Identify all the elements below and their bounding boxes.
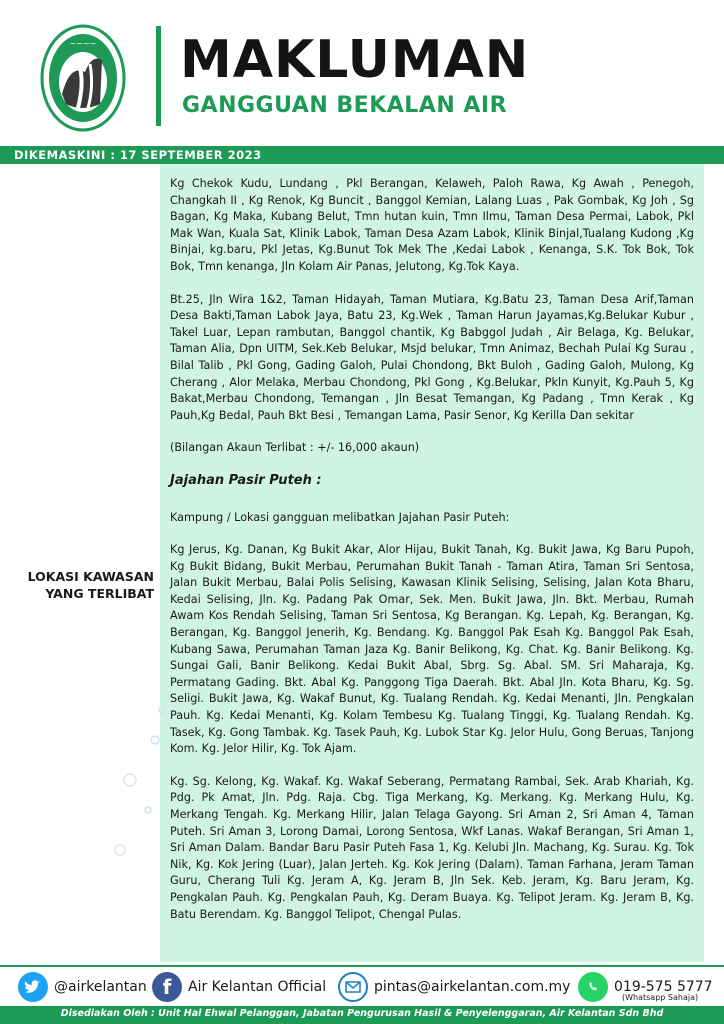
affected-area-label — [14, 568, 154, 602]
facebook-contact[interactable] — [152, 970, 326, 1004]
affected-area-label-line1: LOKASI KAWASAN — [27, 569, 154, 584]
email-contact[interactable] — [338, 970, 570, 1004]
area-list-paragraph-2: Bt.25, Jln Wira 1&2, Taman Hidayah, Taman Mutiara, Kg.Batu 23, Taman Desa Arif,Taman Desa Bakti,Taman Labok Jaya, Batu 23, Kg.Wek , Taman Harun Jayamas,Kg.Belukar Kubur , Takel Luar, Lepan rambutan, Banggol chantik, Kg Babggol Judah , Air Belaga, Kg. Belukar, Taman Alia, Dpn UITM, Sek.Keb Belukar, Msjd belukar, Tmn Animaz, Bechah Pulai Kg Surau , Bilal Talib , Pkl Gong, Gading Galoh, Pulai Chondong, Bkt Buloh , Gading Galoh, Mulong, Kg Cherang , Alor Melaka, Merbau Chondong, Pkl Gong , Kg.Belukar, Pkln Kunyit, Kg.Pauh 5, Kg Bakat,Merbau Chondong, Temangan , Jln Besat Temangan, Kg Padang , Tmn Kerak , Kg Pauh,Kg Bedal, Pauh Bkt Besi , Temangan Lama, Pasir Senor, Kg Kerilla Dan sekitar — [170, 292, 694, 422]
district-heading: Jajahan Pasir Puteh : — [170, 472, 322, 488]
area-list-paragraph-1: Kg Chekok Kudu, Lundang , Pkl Berangan, Kelaweh, Paloh Rawa, Kg Awah , Penegoh, Changkah II , Kg Renok, Kg Buncit , Banggol Kemian, Lalang Luas , Pak Gombak, Kg Joh , Sg Bagan, Kg Maka, Kubang Belut, Tmn hutan kuin, Tmn Ilmu, Taman Desa Permai, Labok, Pkl Mak Wan, Kuala Sat, Klinik Labok, Taman Desa Azam Labok, Klinik Binjal,Tualang Kudong ,Kg Binjai, kg.baru, Pkl Jetas, Kg.Bunut Tok Mek The ,Kedai Labok , Kenanga, S.K. Tok Bok, Tok Bok, Tmn kenanga, Jln Kolam Air Panas, Jelutong, Kg.Tok Kaya. — [170, 177, 694, 273]
area-list-paragraph-3: Kg Jerus, Kg. Danan, Kg Bukit Akar, Alor Hijau, Bukit Tanah, Kg. Bukit Jawa, Kg Baru Pupoh, Kg Bukit Bidang, Bukit Merbau, Perumahan Bukit Tanah - Taman Atira, Taman Sri Sentosa, Jalan Bukit Merbau, Balai Polis Selising, Kawasan Klinik Selising, Selising, Jalan Kota Bharu, Kedai Selising, Jln. Kg. Padang Pak Omar, Sek. Men. Bukit Jawa, Jln. Bkt. Merbau, Rumah Awam Kos Rendah Selising, Taman Sri Sentosa, Kg Berangan. Kg. Lepah, Kg. Berangan, Kg. Berangan, Kg. Banggol Jenerih, Kg. Bendang. Kg. Banggol Pak Esah Kg. Banggol Pak Esah, Kubang Sawa, Perumahan Taman Jaza Kg. Banir Belikong, Kg. Chat. Kg. Banir Belikong. Kg. Sungai Gali, Banir Belikong. Kedai Bukit Abal, Sbrg. Sg. Abal. SM. Sri Maharaja, Kg. Permatang Gading. Bkt. Abal Kg. Panggong Tiga Daerah. Bkt. Abal Jln. Kota Bharu, Kg. Sg. Seligi. Bukit Jawa, Kg. Wakaf Bunut, Kg. Tualang Rendah. Kg. Kedai Menanti, Jln. Pengkalan Pauh. Kg. Kedai Menanti, Kg. Kolam Tembesu Kg. Tualang Tinggi, Kg. Tualang Rendah. Kg. Tasek, Kg. Gong Tambak. Kg. Tasek Pauh, Kg. Lubok Star Kg. Jelor Hulu, Gong Beruas, Tanjong Kom. Kg. Jelor Hilir, Kg. Tok Ajam. — [170, 543, 694, 756]
email-address: pintas@airkelantan.com.my — [374, 979, 571, 995]
page-subtitle: GANGGUAN BEKALAN AIR — [182, 93, 508, 118]
page-title: MAKLUMAN — [180, 30, 530, 90]
affected-area-label-line2: YANG TERLIBAT — [45, 586, 154, 601]
water-drops-decoration — [100, 690, 180, 890]
prepared-by: Disediakan Oleh : Unit Hal Ehwal Pelanggan, Jabatan Pengurusan Hasil & Penyelenggaran, Air Kelantan Sdn Bhd — [60, 1008, 664, 1019]
logo-emblem — [40, 24, 126, 132]
facebook-icon: f — [152, 972, 182, 1002]
whatsapp-note: (Whatsapp Sahaja) — [622, 993, 699, 1002]
twitter-icon — [18, 972, 48, 1002]
affected-accounts: (Bilangan Akaun Terlibat : +/- 16,000 akaun) — [170, 441, 420, 455]
district-intro: Kampung / Lokasi gangguan melibatkan Jajahan Pasir Puteh: — [170, 510, 510, 524]
svg-text:~~~~: ~~~~ — [69, 39, 97, 48]
footer-divider — [0, 965, 724, 967]
header-divider — [156, 26, 161, 126]
twitter-handle: @airkelantan — [54, 979, 147, 995]
facebook-page: Air Kelantan Official — [188, 979, 327, 995]
whatsapp-number: 019-575 5777 — [614, 979, 713, 995]
updated-date: DIKEMASKINI : 17 SEPTEMBER 2023 — [14, 148, 262, 162]
content-text — [170, 176, 694, 939]
email-icon — [338, 972, 368, 1002]
whatsapp-icon — [578, 972, 608, 1002]
twitter-contact[interactable] — [18, 970, 147, 1004]
area-list-paragraph-4: Kg. Sg. Kelong, Kg. Wakaf. Kg. Wakaf Seberang, Permatang Rambai, Sek. Arab Khariah, Kg. Pdg. Pk Amat, Jln. Pdg. Raja. Cbg. Tiga Merkang, Kg. Merkang. Kg. Merkang Hulu, Kg. Merkang Tengah. Kg. Merkang Hilir, Jalan Telaga Gayong. Sri Aman 2, Sri Aman 4, Taman Puteh. Sri Aman 3, Lorong Damai, Lorong Sentosa, Wkf Lanas. Wakaf Berangan, Sri Aman 1, Sri Aman Dalam. Bandar Baru Pasir Puteh Fasa 1, Kg. Kelubi Jln. Machang, Kg. Surau. Kg. Tok Nik, Kg. Kok Jering (Luar), Jalan Jerteh. Kg. Kok Jering (Dalam). Taman Farhana, Jeram Taman Guru, Cherang Tuli Kg. Jeram A, Kg. Jeram B, Jln Sek. Keb. Jeram, Kg. Baru Jeram, Kg. Pengkalan Pauh. Kg. Pengkalan Pauh, Kg. Deram Buaya. Kg. Telipot Jeram. Kg. Jeram B, Kg. Batu Berendam. Kg. Banggol Telipot, Chengal Pulas. — [170, 774, 694, 921]
